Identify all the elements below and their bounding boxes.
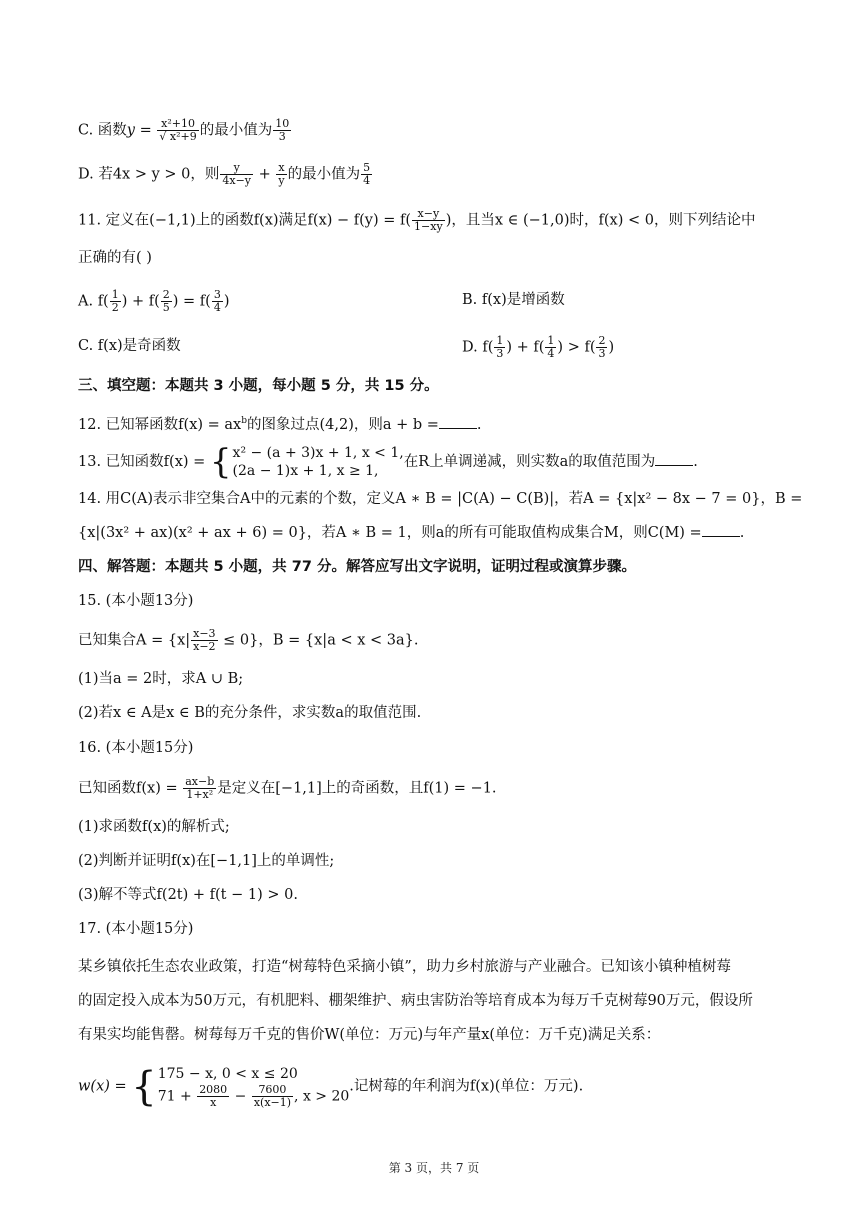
q12-sup: b <box>241 416 247 426</box>
q11d-mid1: ) + f( <box>506 339 545 356</box>
q13 <box>78 444 698 480</box>
page-footer: 第 3 页，共 7 页 <box>388 1161 480 1175</box>
q11d-f1 <box>494 335 505 360</box>
q14-blank <box>702 524 740 537</box>
q14-end: . <box>739 525 745 541</box>
q15-num: x−3 <box>193 627 216 640</box>
q17-frac1 <box>197 1084 229 1109</box>
q11-frac <box>412 208 445 233</box>
q11-stem-line1 <box>78 208 755 233</box>
q10c-val-den: 3 <box>278 130 286 143</box>
q11a-f3 <box>212 289 223 314</box>
q11-den: 1−xy <box>414 220 443 233</box>
q11a-f1-num: 1 <box>111 288 119 301</box>
q13-blank <box>655 453 693 466</box>
q16-line2: (1)求函数f(x)的解析式; <box>78 819 230 835</box>
q17-w: w(x) = <box>78 1078 132 1095</box>
q10d-plus: + <box>254 166 276 183</box>
q10d-f1-den: 4x−y <box>222 174 252 187</box>
q17-d1: x <box>210 1096 217 1109</box>
q10d-f2-den: y <box>278 174 285 187</box>
q11d-end: ) <box>608 339 615 356</box>
q11a-mid2: ) = f( <box>172 293 211 310</box>
q10-option-d <box>78 162 373 187</box>
q15-heading: 15. (本小题13分) <box>78 593 194 609</box>
q11a-f1 <box>110 289 121 314</box>
q15-den: x−2 <box>193 640 216 653</box>
q13-case1: x² − (a + 3)x + 1, x < 1, <box>232 445 404 461</box>
q12-a: 12. 已知幂函数f(x) = ax <box>78 416 242 433</box>
q17-case2-a: 71 + <box>157 1088 197 1105</box>
q15-l1b: ≤ 0}，B = {x|a < x < 3a}. <box>218 632 419 649</box>
q17-n1: 2080 <box>199 1083 228 1096</box>
q16-line3: (2)判断并证明f(x)在[−1,1]上的单调性; <box>78 853 335 869</box>
section-4-heading: 四、解答题：本题共 5 小题，共 77 分。解答应写出文字说明，证明过程或演算步骤。 <box>78 559 636 575</box>
section-3-heading: 三、填空题：本题共 3 小题，每小题 5 分，共 15 分。 <box>78 378 439 394</box>
q10c-label: C. 函数 <box>78 122 127 139</box>
q11-num: x−y <box>412 208 445 221</box>
q16-num: ax−b <box>185 775 215 788</box>
q16-den: 1+x² <box>186 788 214 801</box>
q11d-pre: D. f( <box>462 339 494 356</box>
q11-option-a <box>78 288 565 314</box>
q11d-f3-den: 3 <box>598 347 606 360</box>
q11a-mid1: ) + f( <box>121 293 160 310</box>
q14-l2a: {x|(3x² + ax)(x² + ax + 6) = 0}，若A ∗ B = 1，则a的所有可能取值构成集合M，则C(M) = <box>78 525 702 541</box>
q10d-frac2 <box>276 162 286 187</box>
q11a-f3-den: 4 <box>213 301 221 314</box>
q17-para-line2: 的固定投入成本为50万元，有机肥料、棚架维护、病虫害防治等培育成本为每万千克树莓90万元，假设所 <box>78 993 753 1009</box>
q17-para-line1: 某乡镇依托生态农业政策，打造“树莓特色采摘小镇”，助力乡村旅游与产业融合。已知该小镇种植树莓 <box>78 959 731 975</box>
q14-line1: 14. 用C(A)表示非空集合A中的元素的个数，定义A ∗ B = |C(A) − C(B)|，若A = {x|x² − 8x − 7 = 0}，B = <box>78 491 803 507</box>
q16-line1 <box>78 776 497 801</box>
q11d-f2 <box>545 335 556 360</box>
q11-stem-line2: 正确的有( ) <box>78 250 152 266</box>
q11-l1b: )，且当x ∈ (−1,0)时，f(x) < 0，则下列结论中 <box>445 212 756 229</box>
q17-piecewise <box>78 1064 583 1109</box>
q11d-f2-num: 1 <box>547 334 555 347</box>
q11d-f1-num: 1 <box>496 334 504 347</box>
q11-option-d <box>462 335 614 360</box>
q10d-val-num: 5 <box>363 161 371 174</box>
q15-line2: (1)当a = 2时，求A ∪ B; <box>78 671 244 687</box>
q11d-mid2: ) > f( <box>557 339 596 356</box>
q17-frac2 <box>252 1084 293 1109</box>
q10c-frac <box>157 118 198 143</box>
q15-frac <box>191 628 217 653</box>
q13-a: 13. 已知函数f(x) = <box>78 454 210 470</box>
q10d-f1-num: y <box>220 162 253 175</box>
q13-brace: { <box>209 442 232 482</box>
q11d-f3-num: 2 <box>598 334 606 347</box>
q11a-f1-den: 2 <box>111 301 119 314</box>
q14-line2 <box>78 522 744 544</box>
q10c-val <box>273 118 291 143</box>
q13-case2: (2a − 1)x + 1, x ≥ 1, <box>232 463 379 479</box>
q17-brace: { <box>131 1063 157 1110</box>
q11-option-b: B. f(x)是增函数 <box>462 292 565 308</box>
q13-cases <box>233 444 404 480</box>
q16-heading: 16. (本小题15分) <box>78 740 194 756</box>
q10d-label: D. 若4x > y > 0，则 <box>78 166 220 183</box>
q12-blank <box>439 416 477 429</box>
q10d-tail: 的最小值为 <box>287 166 361 183</box>
q10c-den: √ x²+9 <box>159 130 197 143</box>
q13-end: . <box>693 454 698 470</box>
q17-n2: 7600 <box>252 1084 293 1097</box>
q10c-tail: 的最小值为 <box>199 122 273 139</box>
q17-case2 <box>158 1084 350 1109</box>
q16-frac <box>183 776 216 801</box>
q11a-f2-den: 5 <box>162 301 170 314</box>
q17-w-tail: .记树莓的年利润为f(x)(单位：万元). <box>349 1078 584 1095</box>
q17-case1: 175 − x, 0 < x ≤ 20 <box>157 1066 298 1082</box>
q13-b: 在R上单调递减，则实数a的取值范围为 <box>403 454 656 470</box>
q11d-f3 <box>596 335 607 360</box>
q11c-text: C. f(x)是奇函数 <box>78 338 181 354</box>
q10d-val-den: 4 <box>363 174 371 187</box>
q12-b: 的图象过点(4,2)，则a + b = <box>246 416 439 433</box>
q10d-f2-num: x <box>278 161 285 174</box>
q11a-f3-num: 3 <box>213 288 221 301</box>
q11a-pre: A. f( <box>78 293 109 310</box>
q15-l1a: 已知集合A = {x| <box>78 632 191 649</box>
q17-cases <box>158 1064 350 1109</box>
q12-end: . <box>476 416 482 433</box>
q17-heading: 17. (本小题15分) <box>78 921 194 937</box>
q11a-end: ) <box>223 293 230 310</box>
q10d-val <box>361 162 372 187</box>
q15-line3: (2)若x ∈ A是x ∈ B的充分条件，求实数a的取值范围. <box>78 705 422 721</box>
q16-line4: (3)解不等式f(2t) + f(t − 1) > 0. <box>78 887 298 903</box>
q17-d2: x(x−1) <box>253 1096 292 1109</box>
q10c-num: x²+10 <box>157 118 198 131</box>
q16-l1b: 是定义在[−1,1]上的奇函数，且f(1) = −1. <box>217 780 497 797</box>
q17-mid: − <box>230 1088 251 1105</box>
q10c-expr: y = <box>126 122 157 139</box>
q11-option-c <box>78 334 615 360</box>
q10c-val-num: 10 <box>275 117 290 130</box>
q15-line1 <box>78 628 418 653</box>
q11a-f2-num: 2 <box>162 288 170 301</box>
q16-l1a: 已知函数f(x) = <box>78 780 183 797</box>
q17-para-line3: 有果实均能售罄。树莓每万千克的售价W(单位：万元)与年产量x(单位：万千克)满足关系： <box>78 1027 661 1043</box>
q11d-f2-den: 4 <box>547 347 555 360</box>
q17-case2-b: , x > 20 <box>294 1088 350 1105</box>
q11-l1a: 11. 定义在(−1,1)上的函数f(x)满足f(x) − f(y) = f( <box>78 212 412 229</box>
q10d-frac1 <box>220 162 253 187</box>
q10-option-c <box>78 118 292 143</box>
q11a-f2 <box>161 289 172 314</box>
q11d-f1-den: 3 <box>496 347 504 360</box>
q12 <box>78 410 482 436</box>
